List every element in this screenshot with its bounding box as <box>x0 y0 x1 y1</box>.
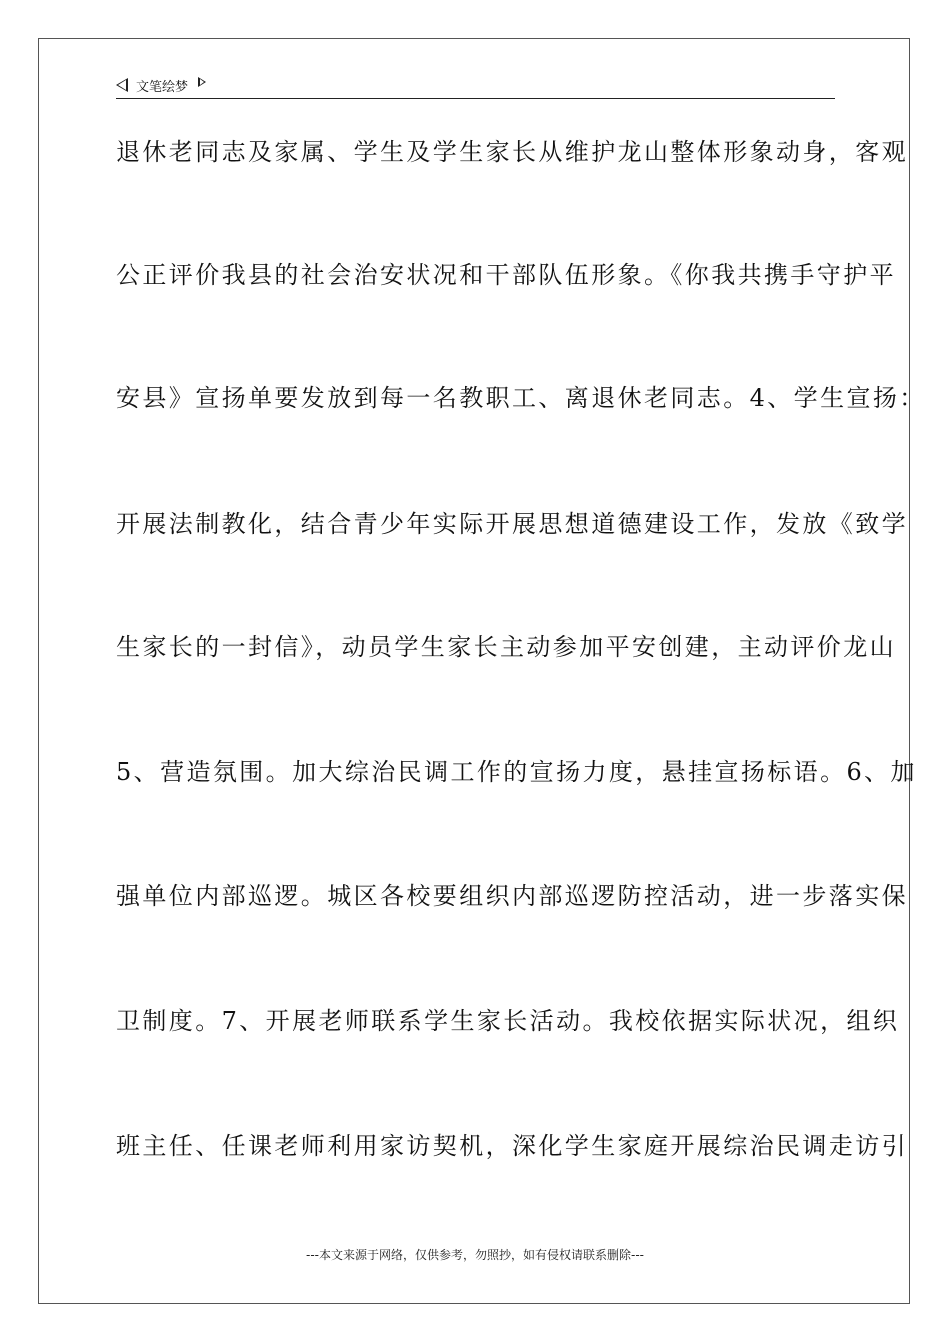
header-title: 文笔绘梦 <box>136 79 189 95</box>
page-header <box>116 72 835 99</box>
body-text-line: 生家长的一封信》，动员学生家长主动参加平安创建，主动评价龙山 <box>116 633 896 661</box>
body-text-line: 公正评价我县的社会治安状况和干部队伍形象。《你我共携手守护平 <box>116 261 896 289</box>
body-text-line: 开展法制教化，结合青少年实际开展思想道德建设工作，发放《致学 <box>116 510 908 538</box>
body-text-line: 卫制度。7、开展老师联系学生家长活动。我校依据实际状况，组织 <box>116 1007 900 1035</box>
body-text-line: 安县》宣扬单要发放到每一名教职工、离退休老同志。4、学生宣扬： <box>116 384 926 412</box>
left-triangle-icon <box>116 78 128 92</box>
footer-disclaimer: ---本文来源于网络，仅供参考，勿照抄，如有侵权请联系删除--- <box>306 1248 644 1262</box>
right-triangle-icon <box>198 77 206 87</box>
body-text-line: 退休老同志及家属、学生及学生家长从维护龙山整体形象动身，客观 <box>116 138 908 166</box>
body-text-line: 班主任、任课老师利用家访契机，深化学生家庭开展综治民调走访引 <box>116 1132 908 1160</box>
page-frame <box>38 38 926 1304</box>
body-text-line: 强单位内部巡逻。城区各校要组织内部巡逻防控活动，进一步落实保 <box>116 882 908 910</box>
body-text-line: 5、营造氛围。加大综治民调工作的宣扬力度，悬挂宣扬标语。6、加 <box>116 758 917 786</box>
